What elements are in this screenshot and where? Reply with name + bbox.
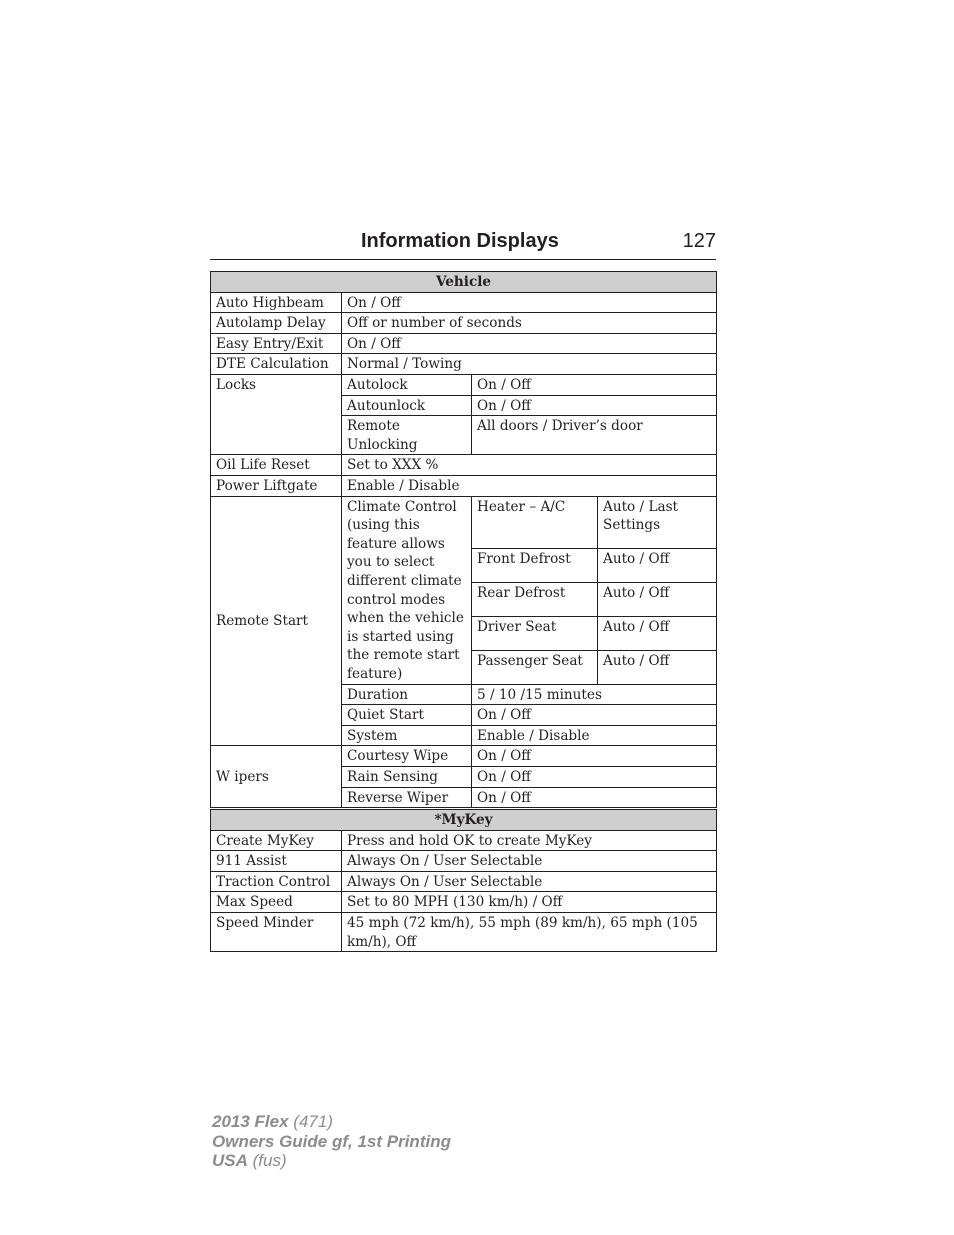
header-rule: [210, 259, 716, 260]
setting-value: On / Off: [472, 374, 717, 395]
sub-setting-label: Driver Seat: [472, 616, 598, 650]
setting-value: On / Off: [472, 705, 717, 726]
setting-label: 911 Assist: [211, 851, 342, 872]
footer-guide: Owners Guide gf, 1st Printing: [212, 1131, 451, 1151]
footer-guide-line: [212, 1132, 451, 1152]
setting-label: DTE Calculation: [211, 354, 342, 375]
setting-value: Auto / Off: [598, 616, 717, 650]
setting-value: On / Off: [472, 746, 717, 767]
table-header-row: [211, 272, 717, 293]
sub-setting-label: Reverse Wiper: [342, 787, 472, 808]
table-row: [211, 475, 717, 496]
footer-model: 2013 Flex: [212, 1112, 289, 1131]
setting-label: Remote Start: [211, 496, 342, 746]
setting-value: On / Off: [342, 333, 717, 354]
footer-market-code: (fus): [252, 1151, 287, 1170]
sub-setting-label: Remote Unlocking: [342, 416, 472, 455]
sub-setting-label: Rear Defrost: [472, 582, 598, 616]
setting-value: Auto / Off: [598, 650, 717, 684]
setting-value: Auto / Last Settings: [598, 496, 717, 548]
setting-label: Max Speed: [211, 892, 342, 913]
sub-setting-label: Autolock: [342, 374, 472, 395]
sub-setting-label: Front Defrost: [472, 548, 598, 582]
sub-setting-label: Passenger Seat: [472, 650, 598, 684]
setting-label: Easy Entry/Exit: [211, 333, 342, 354]
table-row: [211, 455, 717, 476]
setting-value: Normal / Towing: [342, 354, 717, 375]
setting-value: Press and hold OK to create MyKey: [342, 830, 717, 851]
setting-value: 5 / 10 /15 minutes: [472, 684, 717, 705]
footer-market: USA: [212, 1151, 248, 1170]
table-row: [211, 333, 717, 354]
table-row: [211, 313, 717, 334]
setting-value: On / Off: [472, 395, 717, 416]
table-row: [211, 892, 717, 913]
table-row: [211, 496, 717, 548]
table-row: [211, 292, 717, 313]
footer-model-line: [212, 1112, 451, 1132]
page-title: Information Displays: [361, 230, 559, 252]
setting-value: Set to XXX %: [342, 455, 717, 476]
table-row: [211, 746, 717, 767]
sub-setting-label: Rain Sensing: [342, 766, 472, 787]
sub-setting-label: System: [342, 725, 472, 746]
table-header-row: [211, 810, 717, 831]
sub-setting-label: Quiet Start: [342, 705, 472, 726]
setting-label: Speed Minder: [211, 912, 342, 951]
setting-value: Always On / User Selectable: [342, 871, 717, 892]
setting-label: Power Liftgate: [211, 475, 342, 496]
setting-value: Auto / Off: [598, 548, 717, 582]
setting-value: Always On / User Selectable: [342, 851, 717, 872]
table-row: [211, 374, 717, 395]
sub-setting-label: Courtesy Wipe: [342, 746, 472, 767]
setting-value: Enable / Disable: [342, 475, 717, 496]
print-footer: [212, 1112, 451, 1171]
sub-setting-label: Autounlock: [342, 395, 472, 416]
table-row: [211, 871, 717, 892]
setting-value: Auto / Off: [598, 582, 717, 616]
setting-label: Create MyKey: [211, 830, 342, 851]
mykey-settings-table: [210, 809, 717, 952]
table-row: [211, 912, 717, 951]
sub-setting-label: Duration: [342, 684, 472, 705]
setting-label: W ipers: [211, 746, 342, 808]
setting-value: On / Off: [472, 766, 717, 787]
vehicle-settings-table: [210, 271, 717, 808]
vehicle-table-title: Vehicle: [211, 272, 717, 293]
setting-label: Traction Control: [211, 871, 342, 892]
setting-value: On / Off: [342, 292, 717, 313]
setting-value: Off or number of seconds: [342, 313, 717, 334]
page-number: 127: [682, 230, 716, 252]
setting-value: Set to 80 MPH (130 km/h) / Off: [342, 892, 717, 913]
setting-label: Auto Highbeam: [211, 292, 342, 313]
setting-label: Locks: [211, 374, 342, 454]
table-row: [211, 354, 717, 375]
table-row: [211, 830, 717, 851]
sub-setting-label: Heater – A/C: [472, 496, 598, 548]
table-row: [211, 851, 717, 872]
setting-value: 45 mph (72 km/h), 55 mph (89 km/h), 65 mph (105 km/h), Off: [342, 912, 717, 951]
setting-label: Oil Life Reset: [211, 455, 342, 476]
setting-value: Enable / Disable: [472, 725, 717, 746]
setting-value: On / Off: [472, 787, 717, 808]
setting-value: All doors / Driver’s door: [472, 416, 717, 455]
setting-label: Autolamp Delay: [211, 313, 342, 334]
footer-market-line: [212, 1151, 451, 1171]
footer-model-code: (471): [293, 1112, 333, 1131]
sub-setting-label: Climate Control (using this feature allows you to select different climate control modes when the vehicle is started using the remote start feature): [342, 496, 472, 684]
mykey-table-title: *MyKey: [211, 810, 717, 831]
